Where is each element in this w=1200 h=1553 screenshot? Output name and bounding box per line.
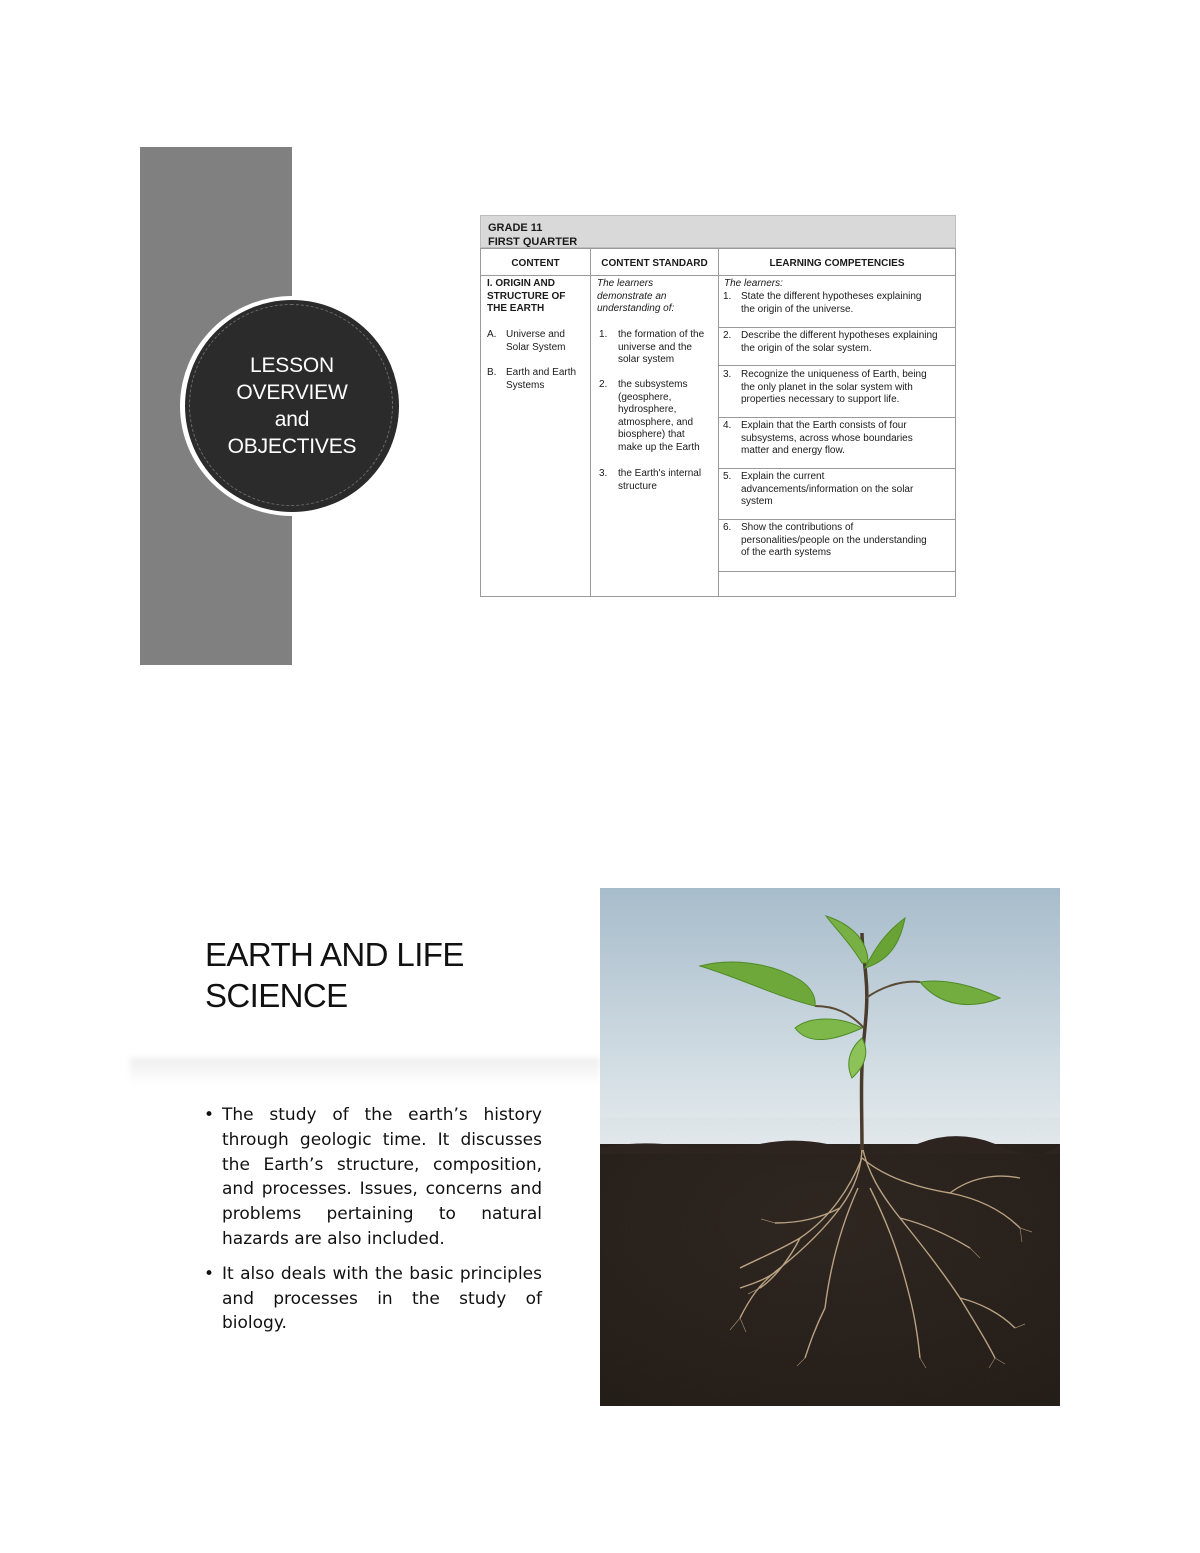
content-heading-line: STRUCTURE OF [487, 290, 566, 302]
content-heading-line: THE EARTH [487, 303, 545, 315]
badge-line-3: and [274, 408, 310, 431]
item-line: State the different hypotheses explaining [741, 291, 922, 302]
bullet-text: The study of the earth’s history through geologic time. It discusses the Earth’s structure, composition, and processes. Issues, concerns and problems pertaining to natural hazards are also included. [222, 1105, 542, 1249]
bullet-item [204, 1103, 542, 1252]
column-header-content: CONTENT [511, 258, 560, 269]
badge-line-1: LESSON [249, 354, 334, 377]
item-line: Show the contributions of [741, 522, 854, 533]
item-line: make up the Earth [618, 441, 700, 453]
item-line: hydrosphere, [618, 404, 677, 416]
grade-label: GRADE 11 [488, 222, 543, 234]
curriculum-body [480, 248, 956, 597]
item-line: properties necessary to support life. [741, 394, 900, 406]
item-line: the subsystems [618, 379, 688, 390]
standard-intro [597, 278, 674, 316]
item-label: 3. [599, 468, 608, 479]
item-line: the Earth's internal [618, 468, 702, 479]
item-label: 2. [723, 330, 732, 341]
badge-line-2: OVERVIEW [236, 381, 348, 404]
item-line: the formation of the [618, 329, 705, 340]
badge-dashed-border [189, 304, 393, 506]
badge-line-4: OBJECTIVES [227, 435, 357, 458]
item-line: subsystems, across whose boundaries [741, 432, 913, 444]
column-divider [718, 249, 719, 596]
item-label: B. [487, 367, 497, 378]
row-divider [719, 468, 955, 469]
row-divider [719, 365, 955, 366]
row-divider [719, 417, 955, 418]
bullet-dot: • [204, 1105, 215, 1125]
curriculum-table [480, 215, 956, 597]
item-label: 1. [723, 291, 732, 302]
column-header-competencies: LEARNING COMPETENCIES [769, 258, 905, 269]
content-heading-line: I. ORIGIN AND [487, 278, 555, 289]
item-line: of the earth systems [741, 547, 832, 559]
item-line: universe and the [618, 341, 692, 353]
bullet-text: It also deals with the basic principles and processes in the study of biology. [222, 1263, 542, 1334]
item-line: Describe the different hypotheses explaining [741, 330, 938, 341]
seedling-photo [600, 888, 1060, 1406]
item-line: advancements/information on the solar [741, 483, 914, 495]
item-line: the origin of the universe. [741, 303, 854, 315]
item-label: 4. [723, 420, 732, 431]
item-line: solar system [618, 354, 675, 366]
item-label: A. [487, 329, 497, 340]
description-bullets [204, 1103, 542, 1346]
item-line: Explain the current [741, 471, 825, 482]
item-label: 6. [723, 522, 732, 533]
item-line: the origin of the solar system. [741, 342, 872, 354]
row-divider [719, 327, 955, 328]
item-label: 1. [599, 329, 608, 340]
bullet-item [204, 1262, 542, 1336]
item-line: (geosphere, [618, 391, 672, 403]
row-divider [719, 571, 955, 572]
standard-intro-line: demonstrate an [597, 290, 667, 302]
curriculum-header [480, 215, 956, 248]
column-header-standard: CONTENT STANDARD [601, 258, 708, 269]
title-shadow-divider [130, 1058, 600, 1084]
item-line: Recognize the uniqueness of Earth, being [741, 369, 927, 380]
bullet-dot: • [204, 1263, 215, 1284]
item-label: 2. [599, 379, 608, 390]
item-label: 3. [723, 369, 732, 380]
row-divider [719, 519, 955, 520]
item-line: Earth and Earth [506, 367, 577, 378]
item-line: personalities/people on the understanding [741, 534, 927, 546]
column-divider [590, 249, 591, 596]
section-title-line-1: EARTH AND LIFE [205, 936, 464, 973]
item-line: matter and energy flow. [741, 445, 845, 457]
item-line: system [741, 496, 773, 508]
standard-intro-line: understanding of: [597, 303, 675, 315]
item-line: Systems [506, 379, 545, 391]
item-line: Solar System [506, 341, 566, 353]
section-title-line-2: SCIENCE [205, 977, 348, 1014]
item-line: the only planet in the solar system with [741, 381, 913, 393]
content-heading [487, 278, 565, 316]
quarter-label: FIRST QUARTER [488, 236, 578, 248]
item-line: Universe and [506, 329, 565, 340]
competencies-intro: The learners: [724, 278, 783, 289]
seedling-illustration [600, 888, 1060, 1406]
section-title [205, 934, 565, 1016]
standard-intro-line: The learners [597, 278, 654, 289]
item-line: biosphere) that [618, 429, 685, 441]
header-row-divider [481, 275, 955, 276]
item-line: atmosphere, and [618, 416, 694, 428]
item-line: Explain that the Earth consists of four [741, 420, 907, 431]
item-label: 5. [723, 471, 732, 482]
item-line: structure [618, 480, 657, 492]
